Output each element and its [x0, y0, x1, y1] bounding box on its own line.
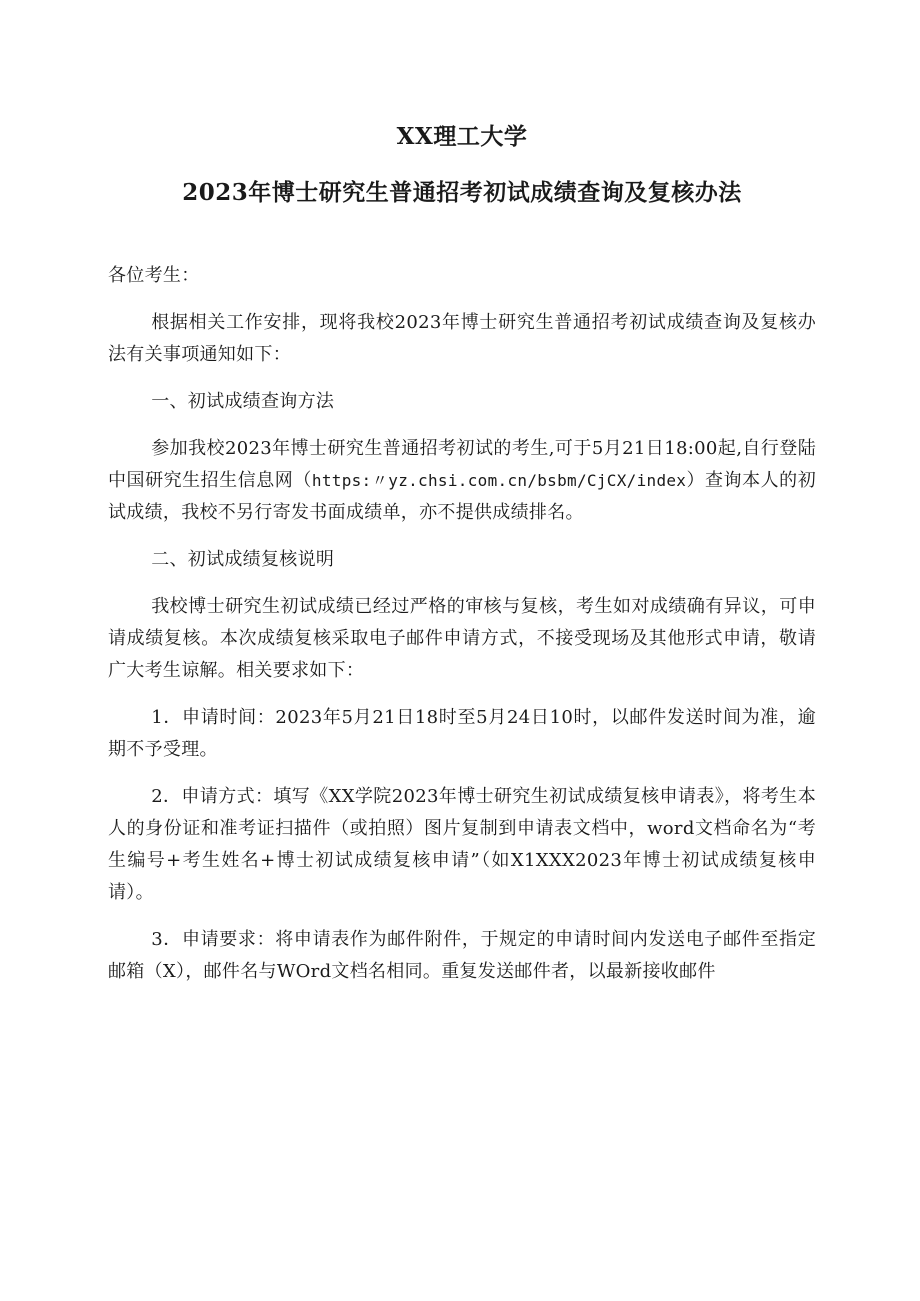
section1-text-b: ）查询本人的初试成绩，我校不另行寄发书面成绩单，亦不提供成绩排名。 — [108, 470, 816, 523]
item-3-application-requirements: 3．申请要求：将申请表作为邮件附件，于规定的申请时间内发送电子邮件至指定邮箱（X），邮件名与WOrd文档名相同。重复发送邮件者，以最新接收邮件 — [108, 929, 816, 982]
section1-text-a: 参加我校2023年博士研究生普通招考初试的考生,可于5月21日18:00起,自行登陆中国研究生招生信息网（ — [108, 438, 816, 491]
salutation: 各位考生： — [108, 265, 200, 286]
chsi-url-text: https:〃yz.chsi.com.cn/bsbm/CjCX/index — [311, 471, 687, 490]
section2-paragraph: 我校博士研究生初试成绩已经过严格的审核与复核，考生如对成绩确有异议，可申请成绩复核。本次成绩复核采取电子邮件申请方式，不接受现场及其他形式申请，敬请广大考生谅解。相关要求如下： — [108, 596, 816, 681]
document-title-main: 2023年博士研究生普通招考初试成绩查询及复核办法 — [182, 179, 742, 206]
section1-heading: 一、初试成绩查询方法 — [151, 391, 335, 412]
section2-heading: 二、初试成绩复核说明 — [151, 549, 335, 570]
item-1-application-time: 1．申请时间：2023年5月21日18时至5月24日10时，以邮件发送时间为准，逾期不予受理。 — [108, 707, 816, 760]
document-page — [108, 118, 816, 988]
intro-paragraph: 根据相关工作安排，现将我校2023年博士研究生普通招考初试成绩查询及复核办法有关事项通知如下： — [108, 312, 816, 365]
section1-paragraph — [108, 433, 816, 529]
document-title-institution: XX理工大学 — [396, 123, 528, 150]
item-2-application-method: 2．申请方式：填写《XX学院2023年博士研究生初试成绩复核申请表》，将考生本人的身份证和准考证扫描件（或拍照）图片复制到申请表文档中，word文档命名为“考生编号+考生姓名+博士初试成绩复核申请”（如X1XXX2023年博士初试成绩复核申请）。 — [108, 786, 816, 903]
